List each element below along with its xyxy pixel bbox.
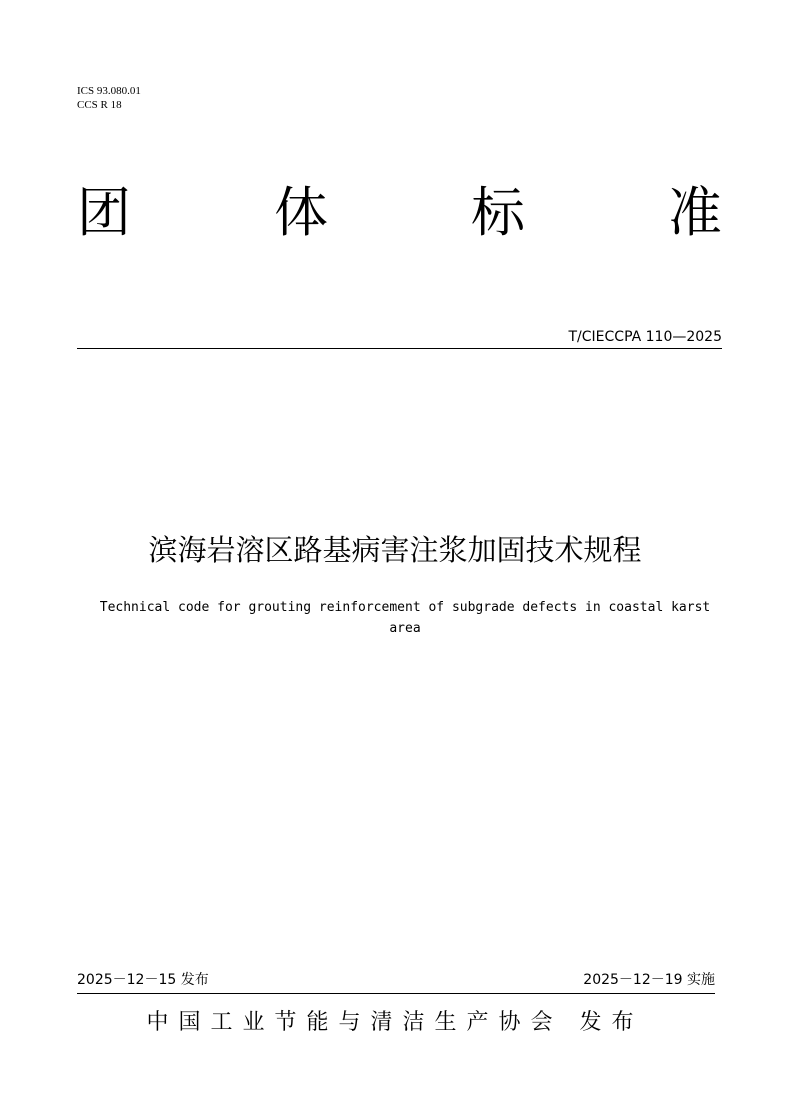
ics-code: ICS 93.080.01	[77, 85, 141, 97]
implement-date: 2025－12－19 实施	[583, 972, 715, 988]
classification-codes	[77, 84, 141, 112]
category-char-4: 准	[668, 181, 722, 244]
publish-date: 2025－12－15 发布	[77, 972, 209, 988]
ccs-code: CCS R 18	[77, 99, 122, 111]
dates-row	[77, 970, 715, 990]
bottom-divider	[77, 993, 715, 994]
standard-number: T/CIECCPA 110—2025	[568, 329, 722, 345]
title-chinese: 滨海岩溶区路基病害注浆加固技术规程	[148, 533, 642, 567]
category-char-2: 体	[274, 181, 328, 244]
title-english: Technical code for grouting reinforcement of subgrade defects in coastal karst area	[99, 600, 711, 636]
publisher: 中国工业节能与清洁生产协会 发布	[146, 1010, 644, 1035]
category-char-1: 团	[77, 181, 131, 244]
standard-category-heading	[77, 178, 722, 248]
category-char-3: 标	[471, 181, 525, 244]
top-divider	[77, 348, 722, 349]
